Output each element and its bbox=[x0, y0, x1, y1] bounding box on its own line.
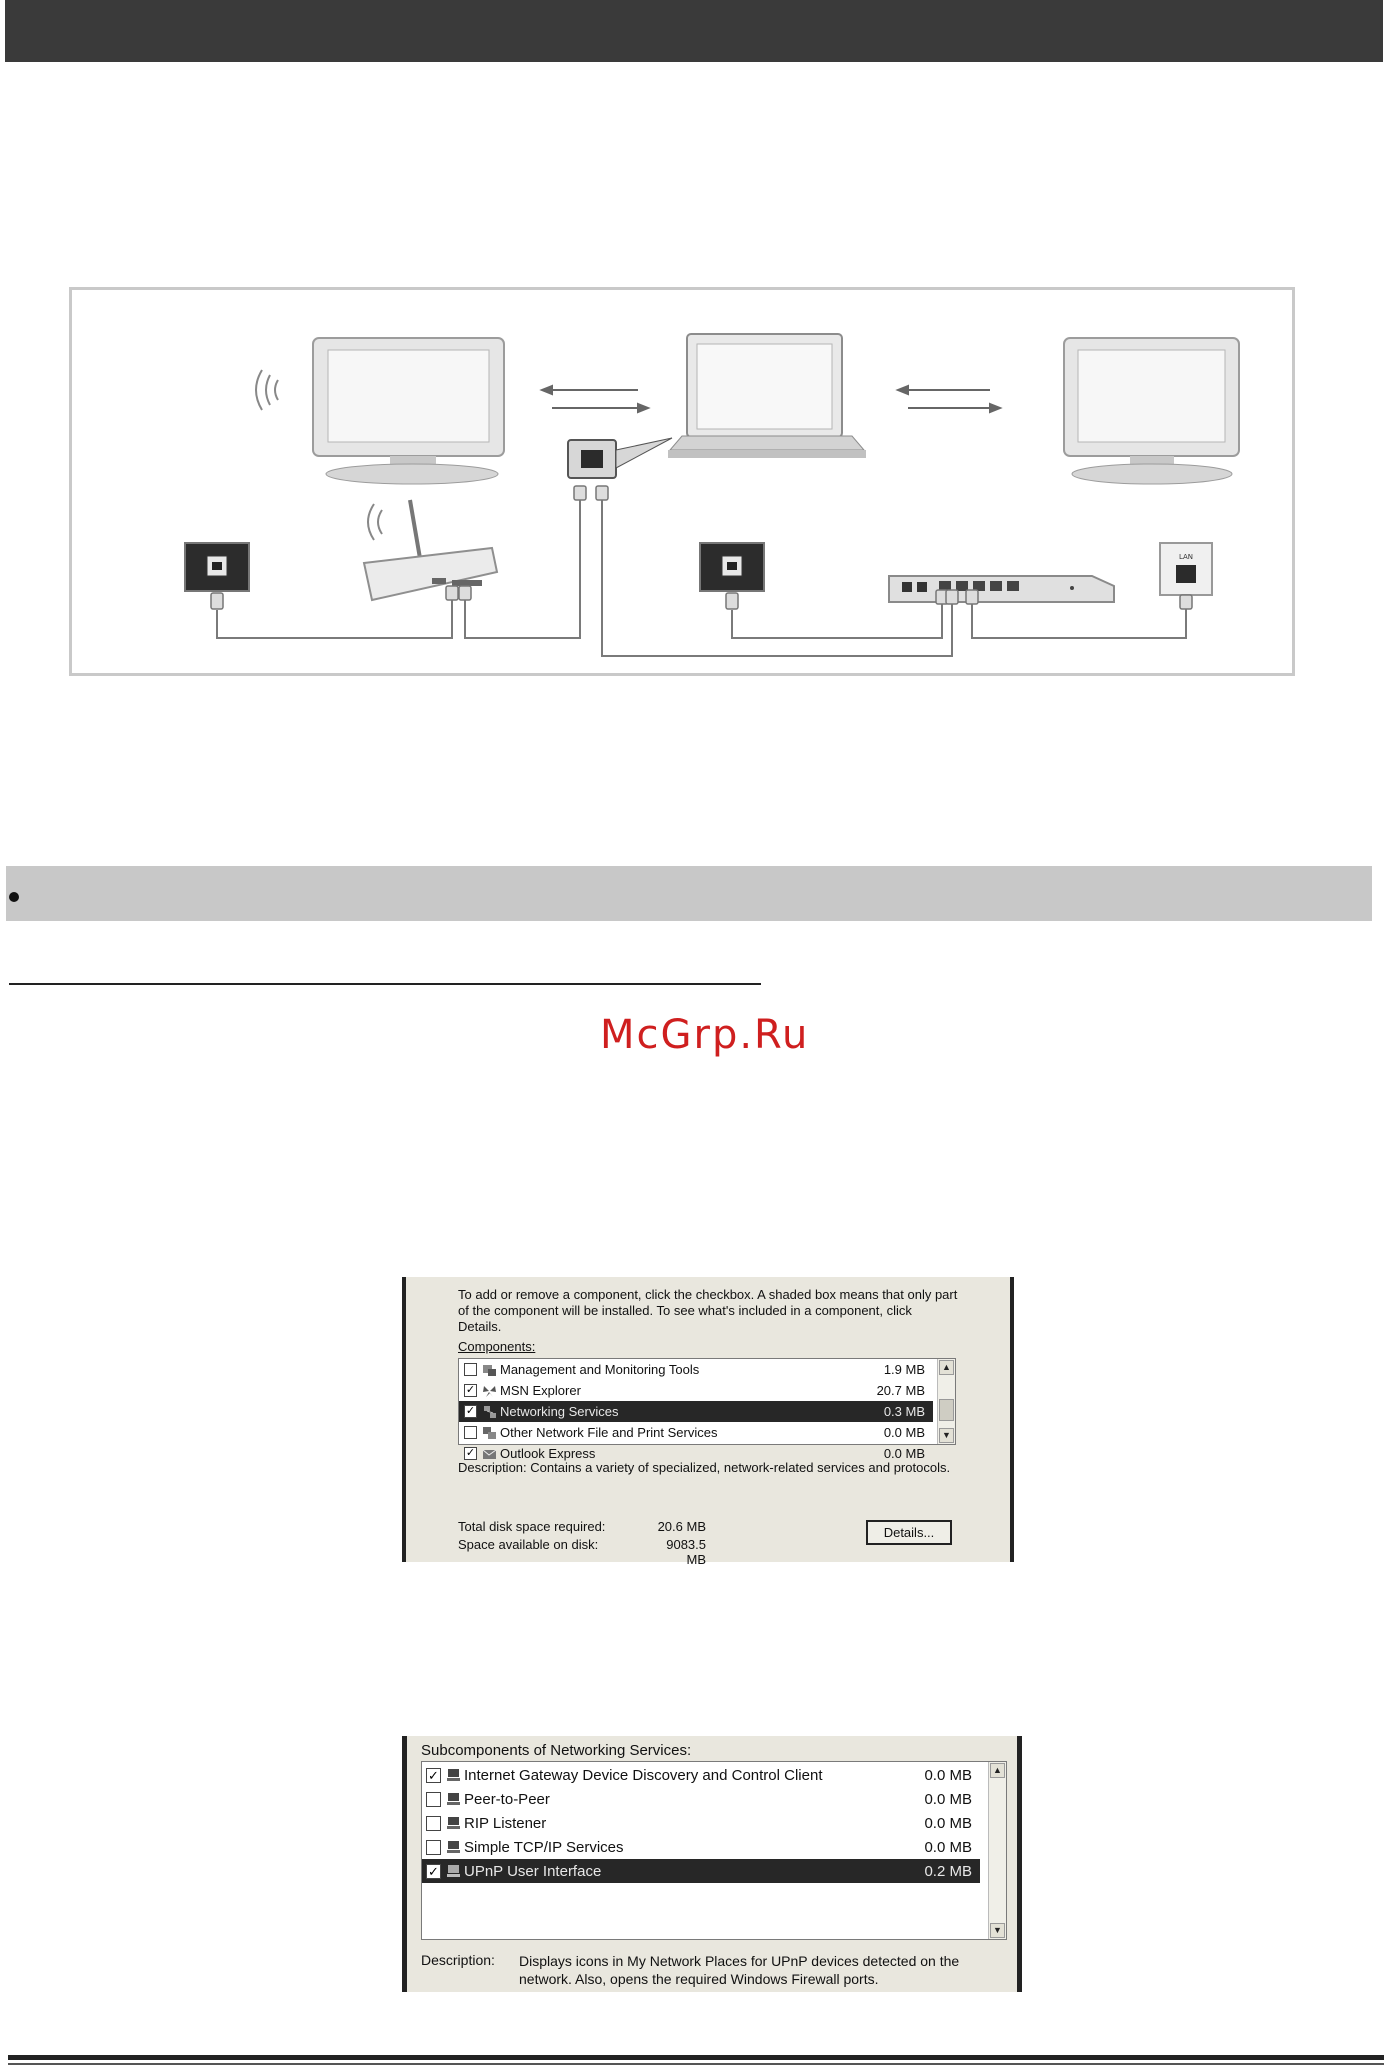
network-computer-icon bbox=[446, 1792, 461, 1806]
checkbox[interactable] bbox=[426, 1840, 441, 1855]
scroll-down-icon[interactable]: ▼ bbox=[939, 1428, 954, 1443]
network-diagram-art bbox=[72, 290, 1292, 673]
tv-right-icon bbox=[1064, 338, 1239, 484]
description-text: Description: Contains a variety of specialized, network-related services and protocols. bbox=[458, 1460, 951, 1475]
footer-rule-thin bbox=[8, 2063, 1384, 2065]
tools-icon bbox=[482, 1363, 497, 1377]
checkbox[interactable]: ✓ bbox=[426, 1864, 441, 1879]
lan-plate-label: LAN bbox=[1178, 553, 1194, 561]
list-item[interactable] bbox=[459, 1359, 933, 1380]
list-item[interactable] bbox=[422, 1835, 980, 1859]
footer-rule bbox=[8, 2055, 1384, 2060]
list-item[interactable] bbox=[422, 1787, 980, 1811]
checkbox[interactable] bbox=[426, 1792, 441, 1807]
vertical-scrollbar[interactable] bbox=[988, 1762, 1006, 1939]
subcomponents-label: Subcomponents of Networking Services: bbox=[421, 1742, 692, 1759]
total-label: Total disk space required: bbox=[458, 1519, 606, 1534]
item-name: UPnP User Interface bbox=[464, 1862, 602, 1880]
checkbox[interactable] bbox=[464, 1426, 477, 1439]
network-file-icon bbox=[482, 1426, 497, 1440]
list-item[interactable] bbox=[459, 1380, 933, 1401]
item-name: Simple TCP/IP Services bbox=[464, 1838, 624, 1856]
components-list[interactable] bbox=[458, 1358, 956, 1461]
total-value: 20.6 MB bbox=[657, 1519, 706, 1534]
wifi-waves-tv-icon bbox=[256, 370, 278, 410]
available-value: 9083.5 MB bbox=[666, 1537, 706, 1567]
windows-components-dialog bbox=[402, 1277, 1014, 1567]
section-heading-band bbox=[6, 866, 1372, 921]
network-diagram bbox=[69, 287, 1295, 676]
item-name: MSN Explorer bbox=[500, 1383, 581, 1398]
wall-jack-left-icon bbox=[185, 543, 249, 591]
tv-left-icon bbox=[313, 338, 504, 484]
scroll-up-icon[interactable]: ▲ bbox=[939, 1360, 954, 1375]
msn-butterfly-icon bbox=[482, 1384, 497, 1398]
laptop-lan-port-icon bbox=[568, 438, 672, 478]
item-name: Networking Services bbox=[500, 1404, 619, 1419]
network-icon bbox=[482, 1405, 497, 1419]
vertical-scrollbar[interactable] bbox=[937, 1359, 955, 1444]
scroll-up-icon[interactable]: ▲ bbox=[990, 1763, 1005, 1778]
item-size: 0.0 MB bbox=[883, 1446, 925, 1461]
network-computer-icon bbox=[446, 1816, 461, 1830]
wifi-waves-router-icon bbox=[368, 504, 382, 540]
details-button[interactable]: Details... bbox=[866, 1520, 952, 1545]
wall-jack-middle-icon bbox=[700, 543, 764, 591]
subcomponents-list[interactable] bbox=[421, 1761, 1007, 1940]
available-disk-space bbox=[458, 1537, 718, 1567]
item-size: 1.9 MB bbox=[883, 1362, 925, 1377]
outlook-icon bbox=[482, 1447, 497, 1461]
networking-services-dialog bbox=[402, 1736, 1022, 1992]
laptop-icon bbox=[668, 334, 866, 458]
network-switch-icon bbox=[889, 576, 1114, 602]
scroll-down-icon[interactable]: ▼ bbox=[990, 1923, 1005, 1938]
scroll-thumb[interactable] bbox=[939, 1399, 954, 1421]
available-label: Space available on disk: bbox=[458, 1537, 599, 1552]
item-name: Internet Gateway Device Discovery and Control Client bbox=[464, 1766, 823, 1784]
item-size: 0.0 MB bbox=[924, 1838, 972, 1856]
checkbox[interactable] bbox=[426, 1816, 441, 1831]
bullet-icon bbox=[9, 892, 19, 902]
list-item-selected[interactable] bbox=[422, 1859, 980, 1883]
item-size: 20.7 MB bbox=[876, 1383, 925, 1398]
item-size: 0.0 MB bbox=[883, 1425, 925, 1440]
arrows-right-icon bbox=[898, 386, 1000, 412]
wireless-router-icon bbox=[364, 500, 497, 600]
checkbox[interactable]: ✓ bbox=[465, 1405, 476, 1417]
item-size: 0.0 MB bbox=[924, 1766, 972, 1784]
list-item[interactable] bbox=[422, 1763, 980, 1787]
checkbox[interactable]: ✓ bbox=[426, 1768, 441, 1783]
arrows-left-icon bbox=[542, 386, 648, 412]
list-item-selected[interactable] bbox=[459, 1401, 933, 1422]
checkbox[interactable] bbox=[464, 1363, 477, 1376]
list-item[interactable] bbox=[459, 1422, 933, 1443]
network-computer-icon bbox=[446, 1840, 461, 1854]
item-size: 0.3 MB bbox=[883, 1404, 925, 1419]
total-disk-space bbox=[458, 1519, 718, 1534]
item-name: Other Network File and Print Services bbox=[500, 1425, 718, 1440]
components-label: Components: bbox=[458, 1339, 536, 1354]
item-name: Management and Monitoring Tools bbox=[500, 1362, 700, 1377]
item-size: 0.0 MB bbox=[924, 1814, 972, 1832]
item-size: 0.0 MB bbox=[924, 1790, 972, 1808]
item-name: Peer-to-Peer bbox=[464, 1790, 550, 1808]
description-text: Displays icons in My Network Places for UPnP devices detected on the network. Also, opens the required Windows Firewall ports. bbox=[519, 1953, 960, 1987]
item-size: 0.2 MB bbox=[924, 1862, 972, 1880]
item-name: Outlook Express bbox=[500, 1446, 596, 1461]
list-item[interactable] bbox=[422, 1811, 980, 1835]
instructions-text: To add or remove a component, click the checkbox. A shaded box means that only part of the component will be installed. To see what's included in a component, click Details. bbox=[458, 1287, 958, 1334]
network-computer-icon bbox=[446, 1768, 461, 1782]
checkbox[interactable]: ✓ bbox=[465, 1384, 476, 1396]
heading-underline bbox=[9, 983, 761, 985]
item-name: RIP Listener bbox=[464, 1814, 547, 1832]
description-label: Description: bbox=[421, 1952, 495, 1968]
watermark-text: McGrp.Ru bbox=[600, 1012, 810, 1058]
lan-wall-plate-icon bbox=[1160, 543, 1212, 595]
header-bar bbox=[5, 0, 1383, 62]
checkbox[interactable]: ✓ bbox=[465, 1447, 476, 1459]
network-computer-icon bbox=[446, 1864, 461, 1878]
